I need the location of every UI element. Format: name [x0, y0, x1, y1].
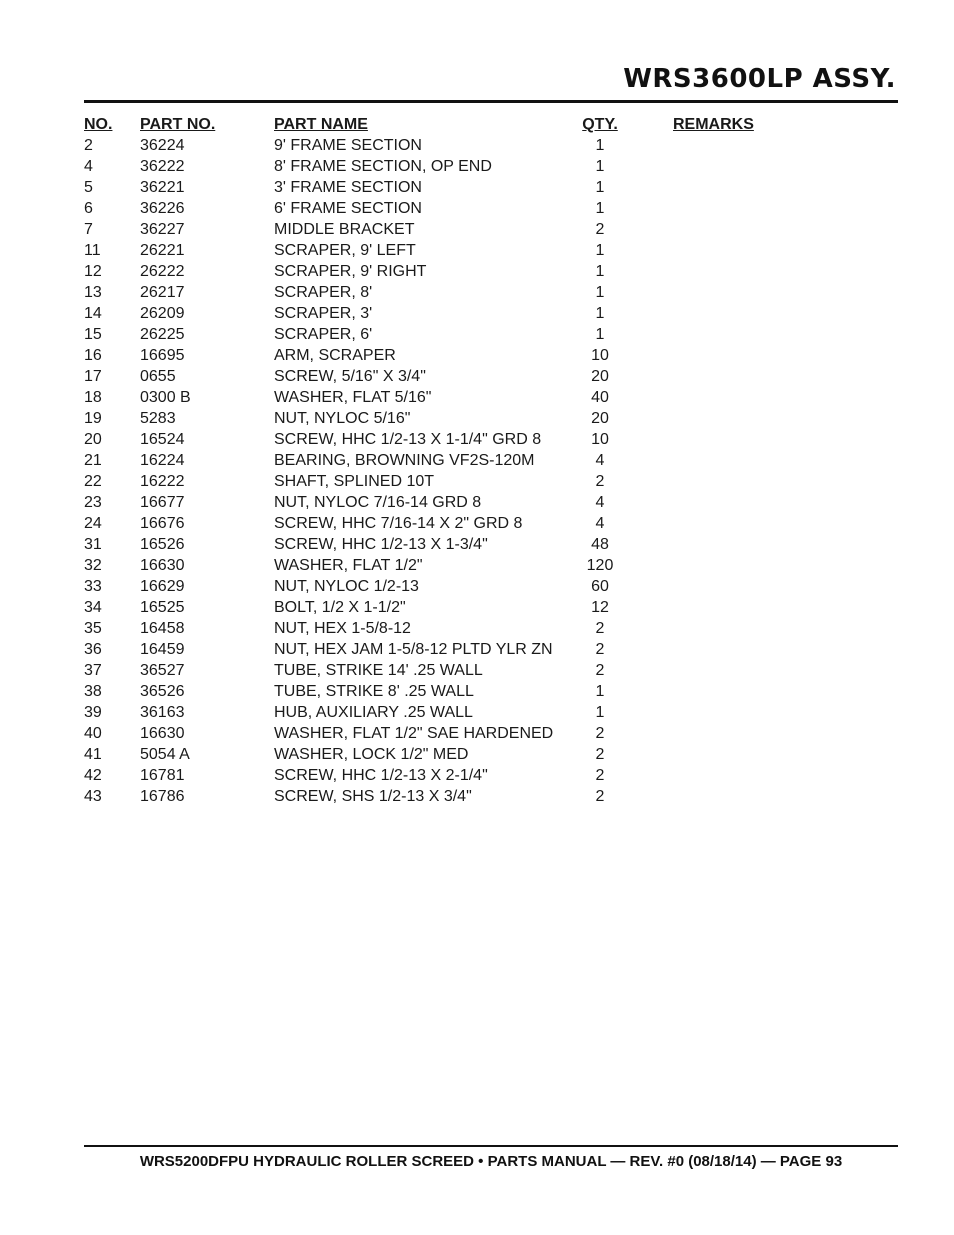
item-number: 14 — [84, 305, 102, 322]
part-name: WASHER, FLAT 1/2" — [274, 557, 423, 574]
part-number: 26225 — [140, 326, 185, 343]
item-number: 15 — [84, 326, 102, 343]
table-row — [84, 198, 898, 219]
part-number: 16525 — [140, 599, 185, 616]
item-number: 17 — [84, 368, 102, 385]
part-name: 6' FRAME SECTION — [274, 200, 422, 217]
part-name: NUT, NYLOC 1/2-13 — [274, 578, 419, 595]
quantity: 2 — [595, 725, 605, 742]
item-number: 31 — [84, 536, 102, 553]
part-number: 16629 — [140, 578, 185, 595]
part-name: NUT, NYLOC 7/16-14 GRD 8 — [274, 494, 482, 511]
part-name: WASHER, FLAT 1/2" SAE HARDENED — [274, 725, 554, 742]
part-number: 16526 — [140, 536, 185, 553]
quantity: 2 — [595, 473, 605, 490]
table-header-row — [84, 114, 898, 135]
part-name: HUB, AUXILIARY .25 WALL — [274, 704, 473, 721]
table-row — [84, 618, 898, 639]
item-number: 13 — [84, 284, 102, 301]
part-name: SCREW, HHC 1/2-13 X 2-1/4" — [274, 767, 488, 784]
quantity: 1 — [595, 326, 605, 343]
quantity: 2 — [595, 221, 605, 238]
part-number: 16695 — [140, 347, 185, 364]
quantity: 1 — [595, 137, 605, 154]
table-row — [84, 177, 898, 198]
item-number: 38 — [84, 683, 102, 700]
part-name: 9' FRAME SECTION — [274, 137, 422, 154]
part-name: SCREW, SHS 1/2-13 X 3/4" — [274, 788, 472, 805]
part-number: 16781 — [140, 767, 185, 784]
quantity: 1 — [595, 683, 605, 700]
item-number: 43 — [84, 788, 102, 805]
quantity: 2 — [595, 620, 605, 637]
quantity: 1 — [595, 242, 605, 259]
table-row — [84, 408, 898, 429]
table-row — [84, 240, 898, 261]
item-number: 41 — [84, 746, 102, 763]
item-number: 7 — [84, 221, 93, 238]
table-row — [84, 429, 898, 450]
quantity: 2 — [595, 641, 605, 658]
item-number: 32 — [84, 557, 102, 574]
item-number: 22 — [84, 473, 102, 490]
column-header-remarks: REMARKS — [673, 116, 754, 133]
part-name: 3' FRAME SECTION — [274, 179, 422, 196]
part-name: WASHER, FLAT 5/16" — [274, 389, 432, 406]
quantity: 1 — [595, 158, 605, 175]
quantity: 1 — [595, 263, 605, 280]
part-number: 16524 — [140, 431, 185, 448]
part-number: 16459 — [140, 641, 185, 658]
parts-list-table — [84, 114, 898, 807]
part-name: NUT, NYLOC 5/16" — [274, 410, 411, 427]
part-number: 0655 — [140, 368, 176, 385]
quantity: 60 — [591, 578, 609, 595]
part-number: 36163 — [140, 704, 185, 721]
table-row — [84, 723, 898, 744]
table-row — [84, 576, 898, 597]
quantity: 48 — [591, 536, 609, 553]
table-row — [84, 387, 898, 408]
table-row — [84, 135, 898, 156]
item-number: 40 — [84, 725, 102, 742]
table-row — [84, 744, 898, 765]
item-number: 23 — [84, 494, 102, 511]
table-row — [84, 639, 898, 660]
item-number: 24 — [84, 515, 102, 532]
quantity: 120 — [586, 557, 614, 574]
item-number: 11 — [84, 242, 101, 259]
quantity: 2 — [595, 767, 605, 784]
table-row — [84, 156, 898, 177]
part-name: SCRAPER, 9' LEFT — [274, 242, 416, 259]
table-row — [84, 786, 898, 807]
table-row — [84, 345, 898, 366]
table-row — [84, 681, 898, 702]
quantity: 2 — [595, 662, 605, 679]
table-row — [84, 471, 898, 492]
part-name: SCREW, 5/16" X 3/4" — [274, 368, 426, 385]
item-number: 33 — [84, 578, 102, 595]
item-number: 16 — [84, 347, 102, 364]
page-title: WRS3600LP ASSY. — [623, 64, 896, 94]
table-row — [84, 492, 898, 513]
quantity: 2 — [595, 746, 605, 763]
item-number: 12 — [84, 263, 102, 280]
table-row — [84, 555, 898, 576]
quantity: 20 — [591, 410, 609, 427]
table-row — [84, 534, 898, 555]
part-number: 5054 A — [140, 746, 190, 763]
part-name: BEARING, BROWNING VF2S-120M — [274, 452, 535, 469]
part-number: 26217 — [140, 284, 185, 301]
item-number: 20 — [84, 431, 102, 448]
table-row — [84, 702, 898, 723]
item-number: 18 — [84, 389, 102, 406]
part-name: TUBE, STRIKE 14' .25 WALL — [274, 662, 483, 679]
part-name: WASHER, LOCK 1/2" MED — [274, 746, 469, 763]
item-number: 6 — [84, 200, 93, 217]
quantity: 4 — [595, 452, 605, 469]
quantity: 10 — [591, 431, 609, 448]
part-name: SCRAPER, 3' — [274, 305, 373, 322]
item-number: 34 — [84, 599, 102, 616]
part-number: 16222 — [140, 473, 185, 490]
item-number: 39 — [84, 704, 102, 721]
item-number: 19 — [84, 410, 102, 427]
table-row — [84, 450, 898, 471]
item-number: 37 — [84, 662, 102, 679]
table-row — [84, 261, 898, 282]
part-name: SHAFT, SPLINED 10T — [274, 473, 435, 490]
item-number: 2 — [84, 137, 93, 154]
quantity: 1 — [595, 704, 605, 721]
part-number: 16458 — [140, 620, 185, 637]
quantity: 1 — [595, 284, 605, 301]
quantity: 20 — [591, 368, 609, 385]
title-divider — [84, 100, 898, 103]
column-header-part-no: PART NO. — [140, 116, 216, 133]
quantity: 1 — [595, 179, 605, 196]
part-name: SCREW, HHC 1/2-13 X 1-1/4" GRD 8 — [274, 431, 542, 448]
table-row — [84, 765, 898, 786]
table-row — [84, 366, 898, 387]
quantity: 4 — [595, 515, 605, 532]
item-number: 35 — [84, 620, 102, 637]
part-name: TUBE, STRIKE 8' .25 WALL — [274, 683, 474, 700]
table-row — [84, 219, 898, 240]
part-number: 36224 — [140, 137, 185, 154]
part-number: 36527 — [140, 662, 185, 679]
part-number: 36221 — [140, 179, 185, 196]
part-number: 36226 — [140, 200, 185, 217]
part-name: SCRAPER, 8' — [274, 284, 373, 301]
column-header-part-name: PART NAME — [274, 116, 368, 133]
quantity: 4 — [595, 494, 605, 511]
part-name: SCRAPER, 9' RIGHT — [274, 263, 427, 280]
column-header-qty: QTY. — [582, 116, 618, 133]
part-name: NUT, HEX JAM 1-5/8-12 PLTD YLR ZN — [274, 641, 553, 658]
part-number: 26209 — [140, 305, 185, 322]
part-name: MIDDLE BRACKET — [274, 221, 415, 238]
quantity: 1 — [595, 305, 605, 322]
quantity: 12 — [591, 599, 609, 616]
item-number: 4 — [84, 158, 93, 175]
part-name: NUT, HEX 1-5/8-12 — [274, 620, 411, 637]
table-row — [84, 282, 898, 303]
part-number: 16677 — [140, 494, 185, 511]
part-number: 16630 — [140, 725, 185, 742]
table-row — [84, 597, 898, 618]
quantity: 2 — [595, 788, 605, 805]
part-number: 16630 — [140, 557, 185, 574]
part-number: 5283 — [140, 410, 176, 427]
quantity: 1 — [595, 200, 605, 217]
part-number: 16676 — [140, 515, 185, 532]
part-number: 36227 — [140, 221, 185, 238]
quantity: 10 — [591, 347, 609, 364]
part-name: 8' FRAME SECTION, OP END — [274, 158, 492, 175]
footer-divider — [84, 1145, 898, 1147]
page-footer: WRS5200DFPU HYDRAULIC ROLLER SCREED • PARTS MANUAL — REV. #0 (08/18/14) — PAGE 93 — [139, 1153, 843, 1170]
part-name: SCREW, HHC 7/16-14 X 2" GRD 8 — [274, 515, 523, 532]
part-name: ARM, SCRAPER — [274, 347, 396, 364]
quantity: 40 — [591, 389, 609, 406]
table-row — [84, 324, 898, 345]
part-number: 16786 — [140, 788, 185, 805]
item-number: 5 — [84, 179, 93, 196]
part-number: 0300 B — [140, 389, 191, 406]
table-row — [84, 513, 898, 534]
part-name: SCREW, HHC 1/2-13 X 1-3/4" — [274, 536, 488, 553]
table-row — [84, 660, 898, 681]
item-number: 42 — [84, 767, 102, 784]
part-number: 16224 — [140, 452, 185, 469]
table-row — [84, 303, 898, 324]
column-header-no: NO. — [84, 116, 113, 133]
table-body — [84, 135, 898, 807]
part-number: 36222 — [140, 158, 185, 175]
item-number: 36 — [84, 641, 102, 658]
part-number: 26221 — [140, 242, 185, 259]
part-name: SCRAPER, 6' — [274, 326, 373, 343]
part-number: 36526 — [140, 683, 185, 700]
part-name: BOLT, 1/2 X 1-1/2" — [274, 599, 406, 616]
item-number: 21 — [84, 452, 102, 469]
part-number: 26222 — [140, 263, 185, 280]
